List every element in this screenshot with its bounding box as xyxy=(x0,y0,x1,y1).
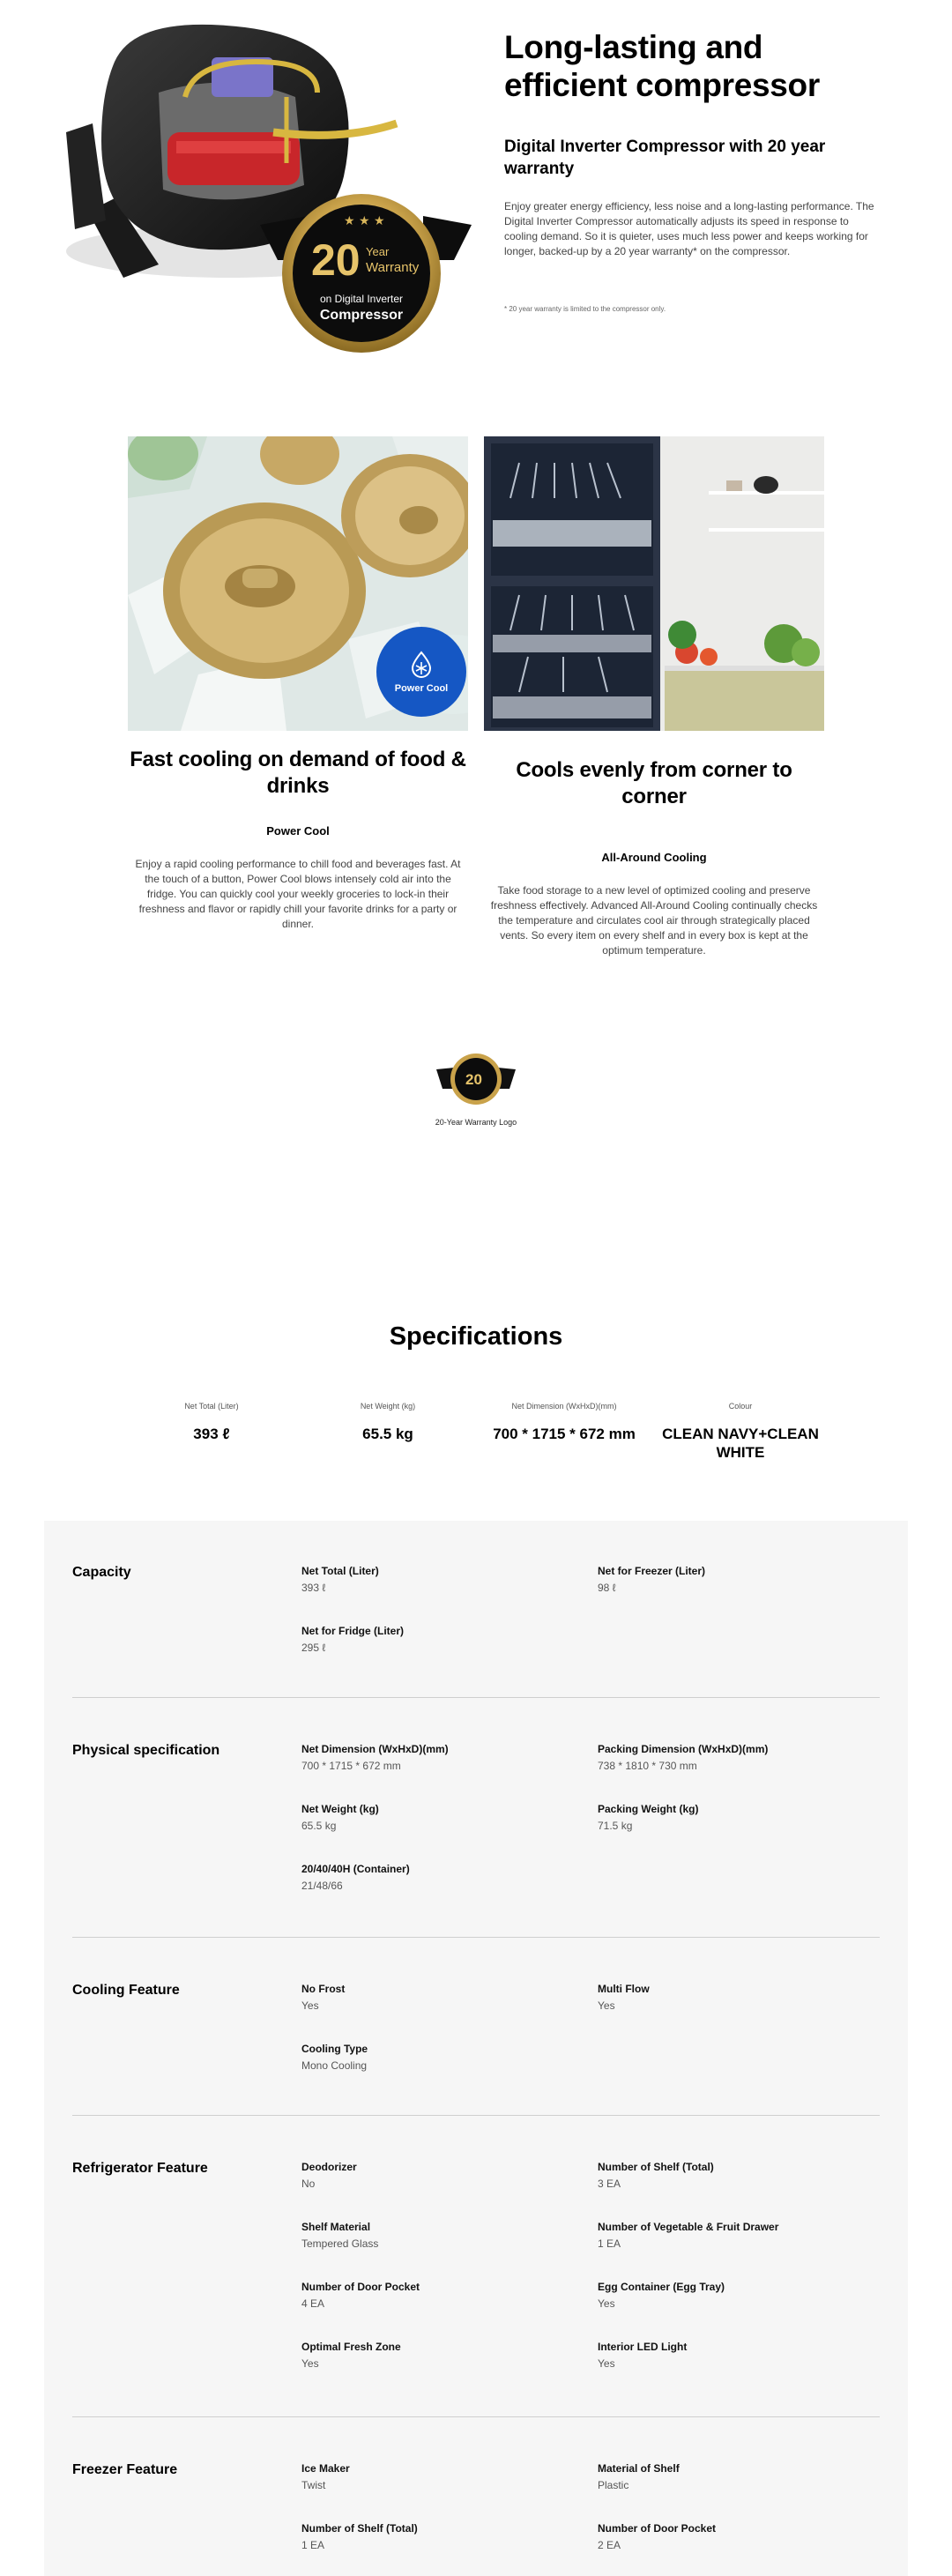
spec-summary-item xyxy=(652,1402,829,1462)
spec-item-value: Yes xyxy=(598,2357,615,2370)
compressor-section xyxy=(0,0,952,370)
spec-item-value: 21/48/66 xyxy=(301,1880,343,1892)
compressor-text xyxy=(504,28,874,313)
spec-item xyxy=(301,2341,566,2370)
all-around-cooling-image xyxy=(484,436,824,731)
spec-item-value: 700 * 1715 * 672 mm xyxy=(301,1760,401,1772)
warranty-logo-caption: 20-Year Warranty Logo xyxy=(435,1118,517,1127)
spec-item-value: Yes xyxy=(598,1999,615,2012)
feature-all-around-cooling xyxy=(484,436,824,958)
spec-item-label: Deodorizer xyxy=(301,2161,357,2173)
spec-item-label: Egg Container (Egg Tray) xyxy=(598,2281,725,2293)
spec-item-label: Number of Shelf (Total) xyxy=(301,2522,418,2535)
spec-section-cooling xyxy=(72,1983,880,2115)
snowflake-drop-icon xyxy=(406,650,436,680)
spec-item-value: Plastic xyxy=(598,2479,629,2491)
warranty-logo-icon xyxy=(432,1052,520,1106)
spec-item-value: 71.5 kg xyxy=(598,1820,633,1832)
spec-section-physical xyxy=(72,1743,880,1937)
spec-item-value: 738 * 1810 * 730 mm xyxy=(598,1760,697,1772)
spec-item xyxy=(598,1743,862,1772)
spec-item xyxy=(301,1565,566,1594)
spec-item xyxy=(301,2462,566,2491)
section-name: Freezer Feature xyxy=(72,2462,178,2477)
spec-item-value: 65.5 kg xyxy=(301,1820,337,1832)
spec-item xyxy=(301,1743,566,1772)
spec-item-value: 2 EA xyxy=(598,2539,621,2551)
section-name: Cooling Feature xyxy=(72,1983,180,1998)
spec-item xyxy=(301,2161,566,2190)
feature-description: Take food storage to a new level of optimized cooling and preserve freshness effectively. Advanced All-Around Cooling continually checks the temperature and circulates cool air through strategically placed vents. So every item on every shelf and in every box is kept at the optimum temperature. xyxy=(490,884,818,957)
feature-description: Enjoy a rapid cooling performance to chill food and beverages fast. At the touch of a button, Power Cool blows intensely cold air into the fridge. You can quickly cool your weekly groceries to lock-in their freshness and flavor or rapidly chill your favorite drinks for a party or dinner. xyxy=(135,858,461,930)
power-cool-badge-label: Power Cool xyxy=(394,683,449,694)
feature-power-cool xyxy=(128,436,468,932)
spec-section-refrigerator xyxy=(72,2161,880,2416)
warranty-footnote: * 20 year warranty is limited to the compressor only. xyxy=(504,305,666,313)
spec-item-label: Number of Shelf (Total) xyxy=(598,2161,714,2173)
spec-item xyxy=(598,2462,862,2491)
spec-item-label: Packing Weight (kg) xyxy=(598,1803,699,1815)
spec-summary-item xyxy=(123,1402,300,1462)
compressor-title: Long-lasting and efficient compressor xyxy=(504,29,820,103)
spec-item-value: 1 EA xyxy=(301,2539,325,2551)
spec-item-label: Multi Flow xyxy=(598,1983,650,1995)
spec-item xyxy=(301,2522,566,2551)
spec-item-label: Material of Shelf xyxy=(598,2462,680,2475)
spec-summary-item xyxy=(476,1402,652,1462)
spec-item-value: Yes xyxy=(301,2357,319,2370)
spec-item-label: Number of Door Pocket xyxy=(301,2281,420,2293)
spec-summary-label: Net Total (Liter) xyxy=(184,1402,239,1411)
section-name: Capacity xyxy=(72,1565,131,1580)
spec-item-label: Ice Maker xyxy=(301,2462,350,2475)
spec-item-value: 4 EA xyxy=(301,2297,325,2310)
feature-title: Fast cooling on demand of food & drinks xyxy=(130,748,466,798)
spec-item xyxy=(598,1565,862,1594)
spec-item xyxy=(301,1625,566,1654)
spec-item-label: Interior LED Light xyxy=(598,2341,688,2353)
spec-item xyxy=(598,2161,862,2190)
spec-item-label: Shelf Material xyxy=(301,2221,371,2233)
spec-summary-value: 393 ℓ xyxy=(193,1426,230,1442)
specifications-title: Specifications xyxy=(389,1322,563,1351)
spec-item-label: Net for Fridge (Liter) xyxy=(301,1625,404,1637)
spec-item-value: Tempered Glass xyxy=(301,2237,379,2250)
spec-item-label: Net Dimension (WxHxD)(mm) xyxy=(301,1743,449,1755)
spec-item-label: 20/40/40H (Container) xyxy=(301,1863,410,1875)
spec-item-label: Net for Freezer (Liter) xyxy=(598,1565,706,1577)
spec-item-label: Packing Dimension (WxHxD)(mm) xyxy=(598,1743,769,1755)
warranty-logo xyxy=(432,1052,520,1127)
spec-item-value: 1 EA xyxy=(598,2237,621,2250)
spec-summary-label: Net Dimension (WxHxD)(mm) xyxy=(511,1402,617,1411)
spec-item xyxy=(301,1803,566,1832)
spec-summary-label: Colour xyxy=(728,1402,753,1411)
spec-item xyxy=(598,1983,862,2012)
spec-item-value: 393 ℓ xyxy=(301,1582,326,1594)
section-divider xyxy=(72,1697,880,1698)
spec-item-label: Number of Vegetable & Fruit Drawer xyxy=(598,2221,779,2233)
spec-section-capacity xyxy=(72,1565,880,1697)
svg-text:★ ★ ★: ★ ★ ★ xyxy=(344,214,385,228)
warranty-logo-number: 20 xyxy=(465,1071,482,1088)
spec-item-label: Net Total (Liter) xyxy=(301,1565,379,1577)
spec-item xyxy=(301,2281,566,2310)
spec-item-label: Net Weight (kg) xyxy=(301,1803,379,1815)
spec-item-label: Optimal Fresh Zone xyxy=(301,2341,401,2353)
spec-item-label: No Frost xyxy=(301,1983,346,1995)
spec-table xyxy=(44,1521,908,2576)
spec-summary xyxy=(123,1402,829,1462)
spec-summary-value: 700 * 1715 * 672 mm xyxy=(493,1426,636,1442)
compressor-description: Enjoy greater energy efficiency, less noise and a long-lasting performance. The Digital Inverter Compressor automatically adjusts its speed in response to cooling demand. So it is quieter, uses much less power and keeps working for longer, backed-up by a 20 year warranty* on the compressor. xyxy=(504,200,874,257)
spec-item-label: Cooling Type xyxy=(301,2043,368,2055)
spec-item xyxy=(301,1983,566,2012)
spec-item-label: Number of Door Pocket xyxy=(598,2522,717,2535)
fridge-interior-illustration xyxy=(484,436,824,731)
badge-number: 20 xyxy=(311,235,361,285)
spec-item-value: 98 ℓ xyxy=(598,1582,616,1594)
spec-item xyxy=(598,2281,862,2310)
power-cool-badge xyxy=(376,627,466,717)
section-divider xyxy=(72,2115,880,2116)
spec-item-value: No xyxy=(301,2178,316,2190)
section-name: Physical specification xyxy=(72,1743,220,1758)
spec-summary-item xyxy=(300,1402,476,1462)
compressor-subtitle: Digital Inverter Compressor with 20 year warranty xyxy=(504,138,826,178)
badge-line1: on Digital Inverter xyxy=(319,293,404,305)
spec-summary-value: 65.5 kg xyxy=(362,1426,413,1442)
spec-item xyxy=(598,2221,862,2250)
feature-label: All-Around Cooling xyxy=(601,851,707,864)
section-name: Refrigerator Feature xyxy=(72,2161,208,2176)
spec-item-value: 3 EA xyxy=(598,2178,621,2190)
section-divider xyxy=(72,2416,880,2417)
spec-item-value: Yes xyxy=(598,2297,615,2310)
badge-warranty: Warranty xyxy=(366,260,420,275)
spec-item-value: 295 ℓ xyxy=(301,1642,326,1654)
badge-year: Year xyxy=(366,245,390,258)
section-divider xyxy=(72,1937,880,1938)
compressor-illustration xyxy=(53,9,476,361)
spec-item-value: Twist xyxy=(301,2479,326,2491)
spec-item xyxy=(301,2221,566,2250)
spec-section-freezer xyxy=(72,2462,880,2568)
spec-item xyxy=(598,2522,862,2551)
badge-line2: Compressor xyxy=(319,308,404,323)
spec-item xyxy=(301,1863,566,1892)
spec-item-value: Yes xyxy=(301,1999,319,2012)
spec-summary-value: CLEAN NAVY+CLEAN WHITE xyxy=(662,1426,819,1461)
spec-item xyxy=(598,1803,862,1832)
power-cool-image xyxy=(128,436,468,731)
spec-summary-label: Net Weight (kg) xyxy=(360,1402,416,1411)
spec-item xyxy=(598,2341,862,2370)
spec-item-value: Mono Cooling xyxy=(301,2059,368,2072)
feature-label: Power Cool xyxy=(266,824,330,838)
feature-title: Cools evenly from corner to corner xyxy=(516,758,792,808)
spec-item xyxy=(301,2043,566,2072)
